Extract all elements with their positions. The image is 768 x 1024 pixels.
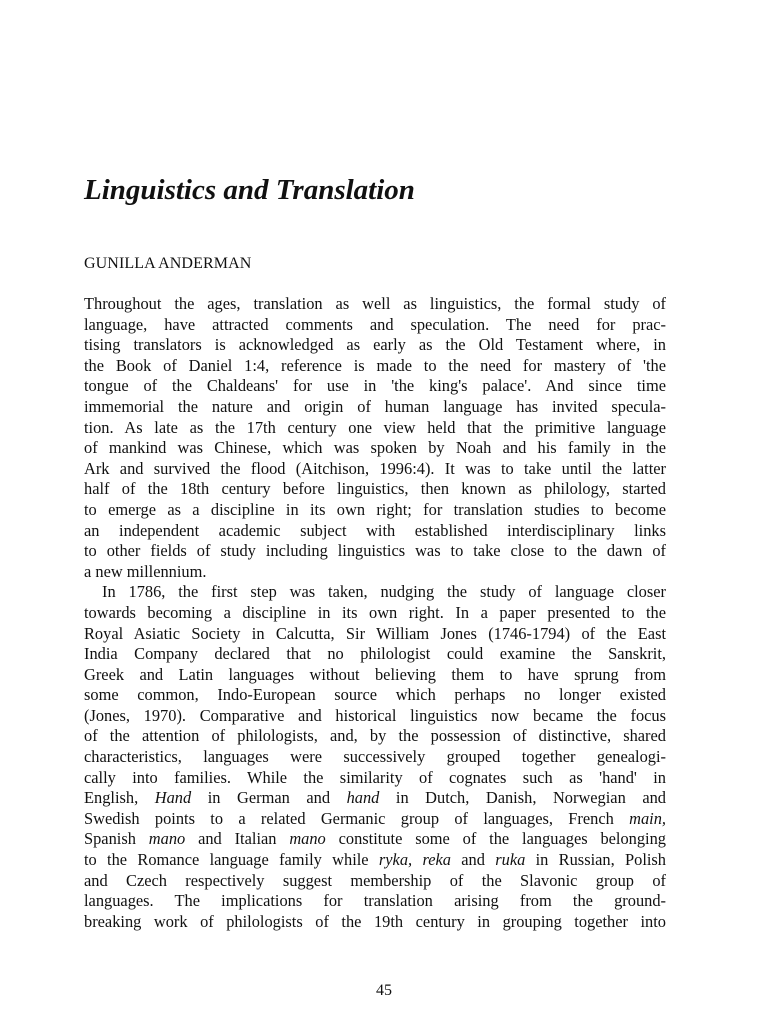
- text-line: tion. As late as the 17th century one view held that the primitive language: [84, 417, 666, 437]
- text-line: India Company declared that no philologist could examine the Sanskrit,: [84, 644, 666, 664]
- text-line: the Book of Daniel 1:4, reference is made to the need for mastery of 'the: [84, 355, 666, 375]
- text-line: Spanish mano and Italian mano constitute some of the languages belonging: [84, 829, 667, 849]
- text-line: Throughout the ages, translation as well as linguistics, the formal study of: [84, 294, 666, 313]
- text-line: characteristics, languages were successively grouped together genealogi-: [84, 747, 666, 767]
- italic-term: Hand: [154, 788, 192, 808]
- italic-term: ruka: [495, 850, 526, 870]
- text-line: English, Hand in German and hand in Dutch, Danish, Norwegian and: [84, 788, 666, 808]
- text-line: of the attention of philologists, and, by the possession of distinctive, shared: [84, 726, 666, 746]
- text-line: breaking work of philologists of the 19th century in grouping together into: [84, 911, 666, 931]
- chapter-title: Linguistics and Translation: [84, 174, 415, 206]
- paragraph: [84, 294, 666, 582]
- italic-term: mano: [289, 829, 326, 849]
- paragraph: [84, 582, 666, 932]
- text-line: (Jones, 1970). Comparative and historical linguistics now became the focus: [84, 705, 666, 725]
- text-line: tongue of the Chaldeans' for use in 'the king's palace'. And since time: [84, 376, 666, 396]
- text-line: immemorial the nature and origin of human language has invited specula-: [84, 396, 666, 416]
- text-line: some common, Indo-European source which perhaps no longer existed: [84, 685, 666, 705]
- text-line: languages. The implications for translation arising from the ground-: [84, 891, 666, 911]
- text-line: language, have attracted comments and speculation. The need for prac-: [84, 314, 666, 334]
- text-line: to other fields of study including linguistics was to take close to the dawn of: [84, 541, 666, 561]
- text-line: an independent academic subject with established interdisciplinary links: [84, 520, 666, 540]
- text-line: of mankind was Chinese, which was spoken by Noah and his family in the: [84, 438, 666, 458]
- text-line: Royal Asiatic Society in Calcutta, Sir William Jones (1746-1794) of the East: [84, 623, 666, 643]
- italic-term: ryka, reka: [378, 850, 451, 870]
- text-line: In 1786, the first step was taken, nudging the study of language closer: [102, 582, 666, 602]
- text-line: towards becoming a discipline in its own right. In a paper presented to the: [84, 602, 666, 622]
- text-line: half of the 18th century before linguistics, then known as philology, started: [84, 479, 666, 499]
- text-line: to emerge as a discipline in its own right; for translation studies to become: [84, 499, 666, 519]
- body-text: [84, 294, 666, 932]
- text-line: a new millennium.: [84, 561, 207, 581]
- text-line: cally into families. While the similarity of cognates such as 'hand' in: [84, 767, 666, 787]
- text-line: Swedish points to a related Germanic group of languages, French main,: [84, 808, 666, 828]
- page-number: 45: [376, 982, 392, 999]
- italic-term: mano: [148, 829, 186, 849]
- italic-term: main,: [629, 808, 666, 828]
- author-name: GUNILLA ANDERMAN: [84, 255, 252, 272]
- text-line: Ark and survived the flood (Aitchison, 1996:4). It was to take until the latter: [84, 458, 666, 478]
- text-line: Greek and Latin languages without believing them to have sprung from: [84, 664, 666, 684]
- italic-term: hand: [346, 788, 380, 808]
- text-line: to the Romance language family while ryka, reka and ruka in Russian, Polish: [84, 850, 666, 870]
- text-line: tising translators is acknowledged as early as the Old Testament where, in: [84, 335, 666, 355]
- text-line: and Czech respectively suggest membership of the Slavonic group of: [84, 870, 666, 890]
